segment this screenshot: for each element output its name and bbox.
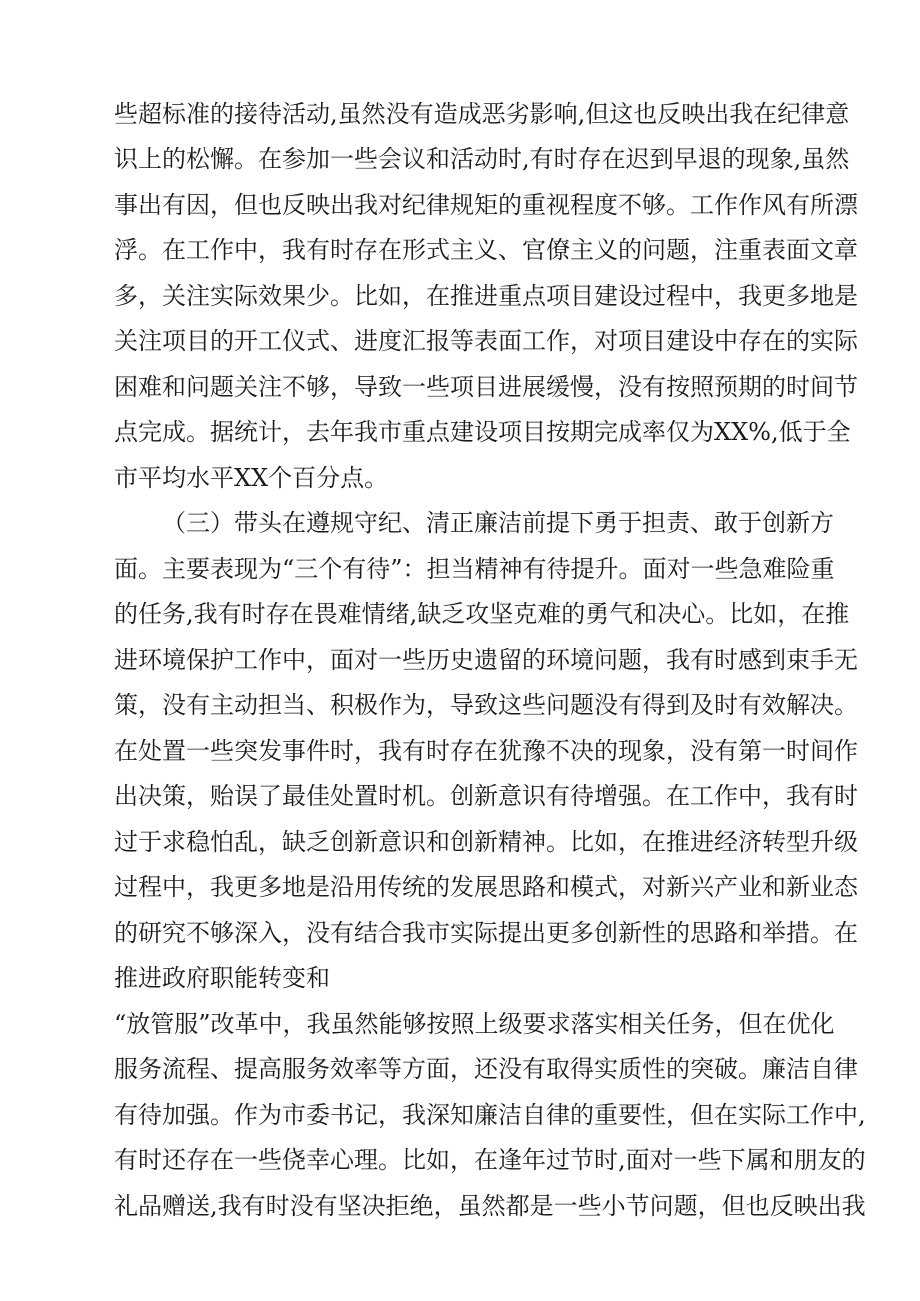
text-line: 事出有因，但也反映出我对纪律规矩的重视程度不够。工作作风有所漂 [114, 191, 858, 219]
text-line: 有时还存在一些侥幸心理。比如，在逢年过节时,面对一些下属和朋友的 [114, 1146, 866, 1174]
text-line: 关注项目的开工仪式、进度汇报等表面工作，对项目建设中存在的实际 [114, 327, 858, 355]
text-line: 浮。在工作中，我有时存在形式主义、官僚主义的问题，注重表面文章 [114, 236, 858, 264]
text-line: 服务流程、提高服务效率等方面，还没有取得实质性的突破。廉洁自律 [114, 1055, 858, 1083]
text-line: 困难和问题关注不够，导致一些项目进展缓慢，没有按照预期的时间节 [114, 373, 858, 401]
text-line: 礼品赠送,我有时没有坚决拒绝，虽然都是一些小节问题，但也反映出我 [114, 1192, 866, 1220]
text-line: 进环境保护工作中，面对一些历史遗留的环境问题，我有时感到束手无 [114, 646, 858, 674]
text-line: 面。主要表现为“三个有待”：担当精神有待提升。面对一些急难险重 [114, 555, 835, 583]
text-line: 多，关注实际效果少。比如，在推进重点项目建设过程中，我更多地是 [114, 282, 858, 310]
text-line: 策，没有主动担当、积极作为，导致这些问题没有得到及时有效解决。 [114, 691, 858, 719]
text-line: “放管服”改革中，我虽然能够按照上级要求落实相关任务，但在优化 [114, 1010, 835, 1038]
text-line: 过于求稳怕乱，缺乏创新意识和创新精神。比如，在推进经济转型升级 [114, 828, 858, 856]
text-line: 些超标准的接待活动,虽然没有造成恶劣影响,但这也反映出我在纪律意 [114, 100, 850, 128]
text-line: 的研究不够深入，没有结合我市实际提出更多创新性的思路和举措。在 [114, 919, 858, 947]
text-line: 有待加强。作为市委书记，我深知廉洁自律的重要性，但在实际工作中, [114, 1101, 866, 1129]
text-line: 点完成。据统计，去年我市重点建设项目按期完成率仅为XX%,低于全 [114, 418, 851, 446]
text-line: 市平均水平XX个百分点。 [114, 464, 389, 492]
text-line: 过程中，我更多地是沿用传统的发展思路和模式，对新兴产业和新业态 [114, 873, 858, 901]
text-line: 在处置一些突发事件时，我有时存在犹豫不决的现象，没有第一时间作 [114, 737, 858, 765]
text-line: 识上的松懈。在参加一些会议和活动时,有时存在迟到早退的现象,虽然 [114, 145, 850, 173]
text-line: 推进政府职能转变和 [114, 964, 330, 992]
section-heading-line: （三）带头在遵规守纪、清正廉洁前提下勇于担责、敢于创新方 [162, 509, 834, 537]
text-line: 的任务,我有时存在畏难情绪,缺乏攻坚克难的勇气和决心。比如，在推 [114, 600, 850, 628]
text-line: 出决策，贻误了最佳处置时机。创新意识有待增强。在工作中，我有时 [114, 782, 858, 810]
